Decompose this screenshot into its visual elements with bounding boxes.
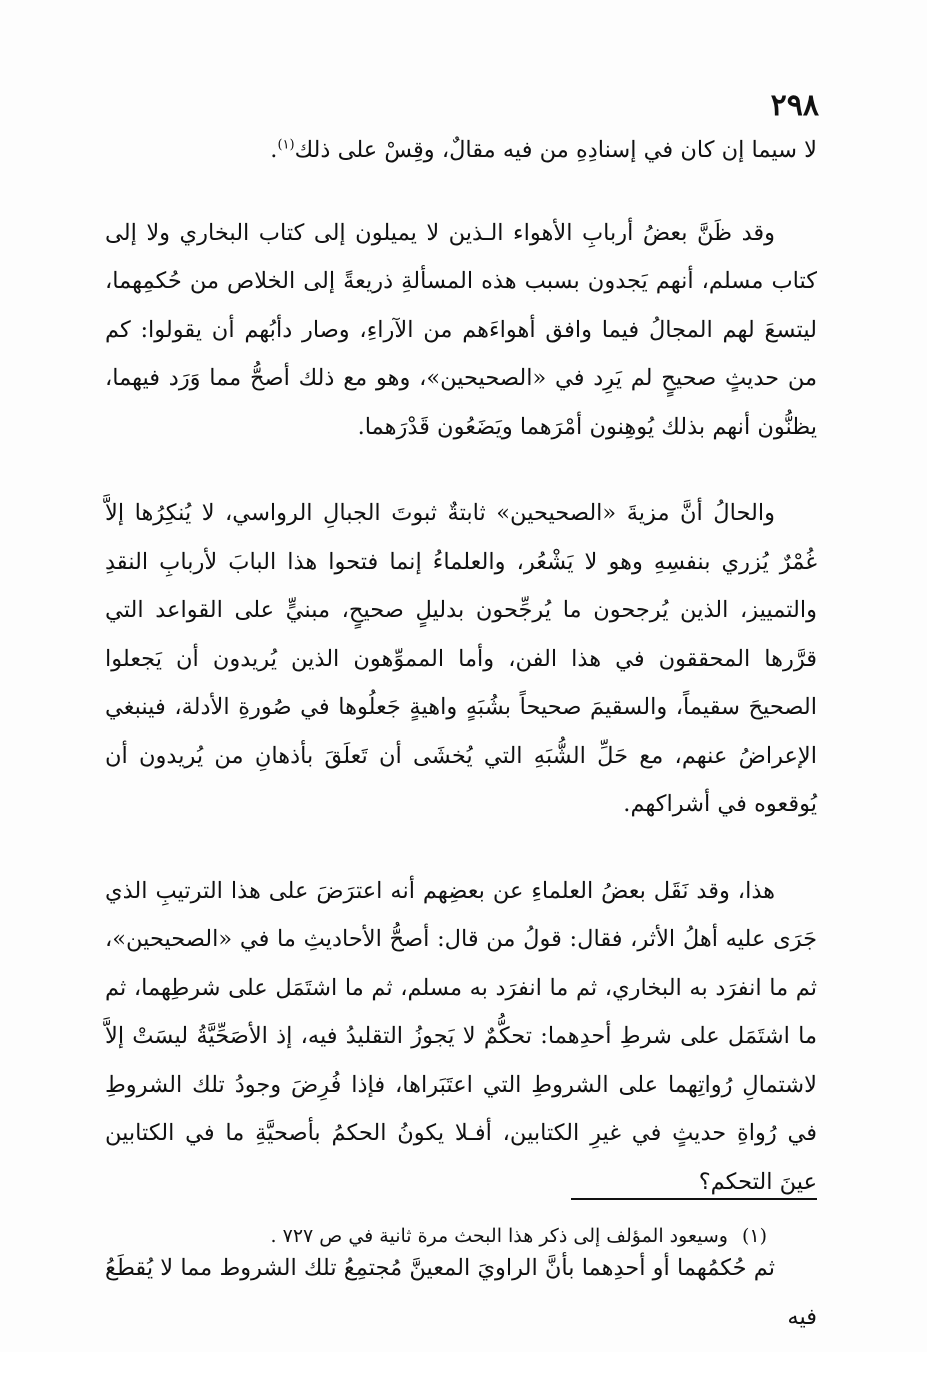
paragraph-2: وقد ظَنَّ بعضُ أربابِ الأهواء الـذين لا يميلون إلى كتاب البخاري ولا إلى كتاب مسلم، أنهم يَجدون بسبب هذه المسألةِ ذريعةً إلى الخلاص من حُكمِهما، ليتسعَ لهم المجالُ فيما وافق أهواءَهم من الآراءِ، وصار دأبُهم أن يقولوا: كم من حديثٍ صحيحٍ لم يَرِد في «الصحيحين»، وهو مع ذلك أصحُّ مما وَرَد فيهما، يظنُّون أنهم بذلك يُوهِنون أمْرَهما ويَضَعُون قَدْرَهما. bbox=[105, 219, 817, 440]
page-number: ٢٩٨ bbox=[770, 88, 819, 123]
body-text bbox=[105, 126, 817, 1379]
paragraph-4: هذا، وقد نَقَل بعضُ العلماءِ عن بعضِهم أنه اعترَضَ على هذا الترتيبِ الذي جَرَى عليه أهلُ الأثر، فقال: قولُ من قال: أصحُّ الأحاديثِ ما في «الصحيحين»، ثم ما انفرَد به البخاري، ثم ما انفرَد به مسلم، ثم ما اشتَمَل على شرطِهما، ثم ما اشتَمَل على شرطِ أحدِهما: تحكُّمٌ لا يَجوزُ التقليدُ فيه، إذ الأصَحِّيَّةُ ليسَتْ إلاَّ لاشتمالِ رُواتِهما على الشروطِ التي اعتَبَراها، فإذا فُرِضَ وجودُ تلك الشروطِ في رُواةِ حديثٍ في غيرِ الكتابين، أفـلا يكونُ الحكمُ بأصحيَّةِ ما في الكتابين عينَ التحكم؟ bbox=[105, 877, 817, 1195]
paragraph-1-text: لا سيما إن كان في إسنادِهِ من فيه مقالٌ، وقِسْ على ذلك bbox=[294, 137, 817, 163]
paragraph-1-tail: . bbox=[270, 137, 278, 163]
paragraph-5: ثم حُكمُهما أو أحدِهما بأنَّ الراويَ المعينَّ مُجتمِعُ تلك الشروط مما لا يُقطَعُ فيه bbox=[105, 1255, 817, 1330]
footnote-reference-marker[interactable]: (١) bbox=[277, 137, 295, 153]
footnote bbox=[127, 1218, 767, 1254]
paragraph-1 bbox=[105, 126, 817, 175]
footnote-divider bbox=[571, 1198, 817, 1200]
paragraph-3: والحالُ أنَّ مزيةَ «الصحيحين» ثابتةٌ ثبوتَ الجبالِ الرواسي، لا يُنكِرُها إلاَّ غُمْرٌ يُزري بنفسِهِ وهو لا يَشْعُر، والعلماءُ إنما فتحوا هذا البابَ لأربابِ النقدِ والتمييز، الذين يُرجحون ما يُرجِّحون بدليلٍ صحيحٍ، مبنيٍّ على القواعد التي قرَّرها المحققون في هذا الفن، وأما المموِّهون الذين يُريدون أن يَجعلوا الصحيحَ سقيماً، والسقيمَ صحيحاً بشُبَهٍ واهيةٍ جَعلُوها في صُورةِ الأدلة، فينبغي الإعراضُ عنهم، مع حَلِّ الشُّبَهِ التي يُخشَى أن تَعلَقَ بأذهانِ من يُريدون أن يُوقعوه في أشراكهم. bbox=[105, 500, 817, 817]
footnote-number: (١) bbox=[741, 1225, 767, 1247]
footnote-text: وسيعود المؤلف إلى ذكر هذا البحث مرة ثانية في ص ٧٢٧ . bbox=[270, 1225, 728, 1247]
